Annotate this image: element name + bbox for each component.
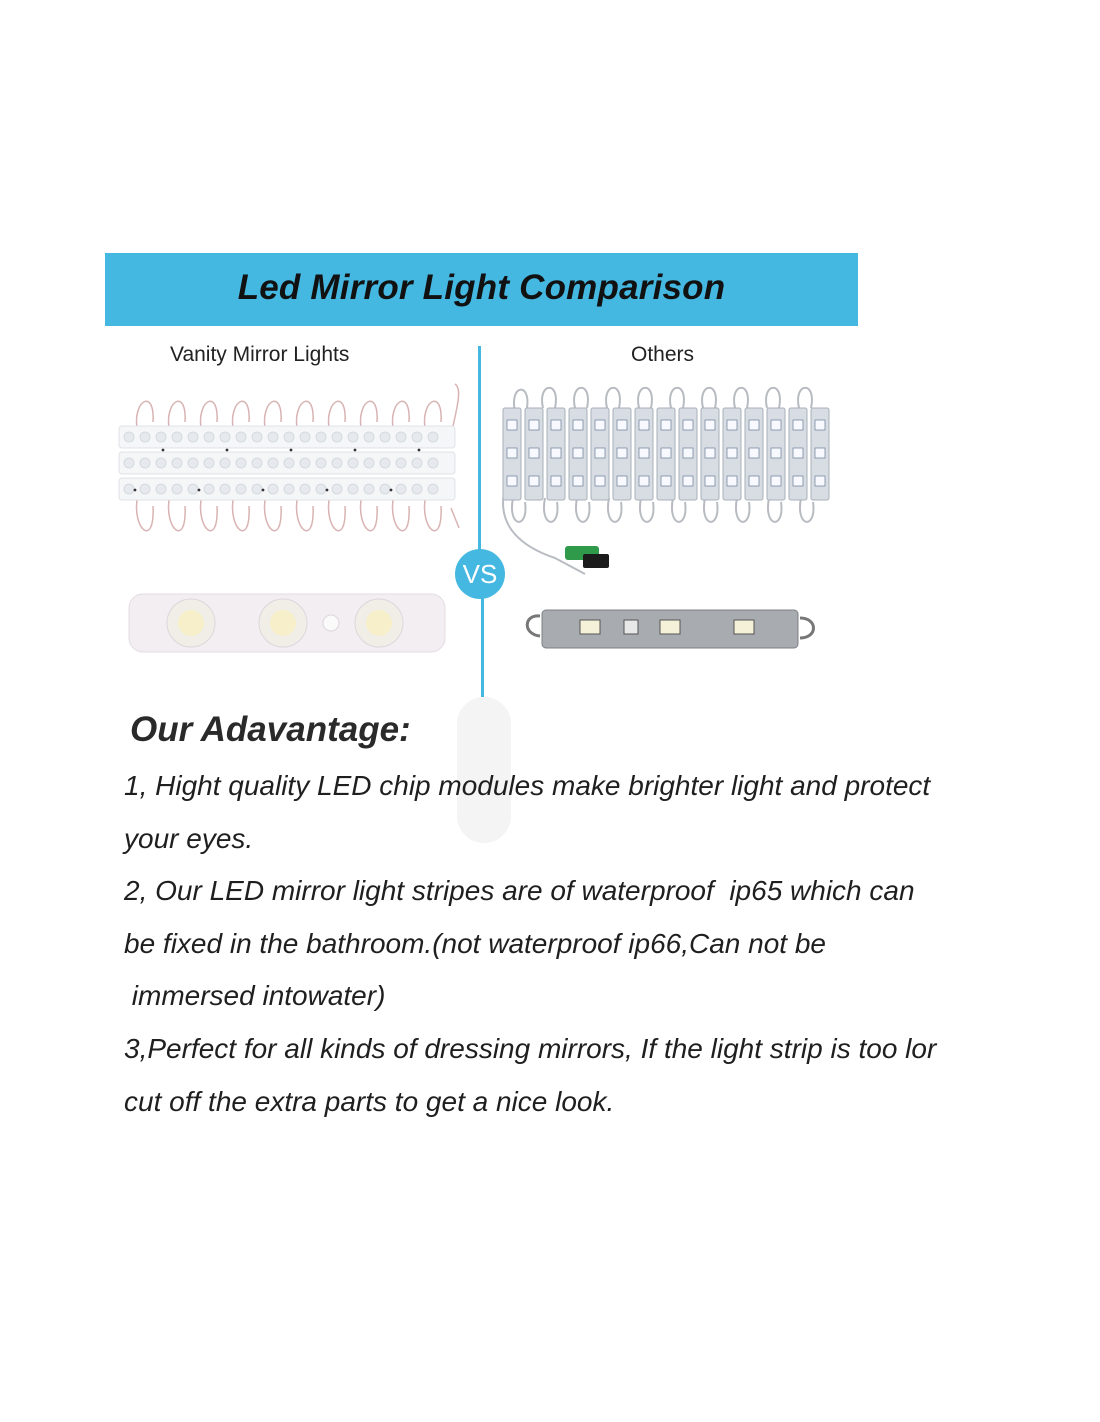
advantage-line: your eyes. (124, 822, 254, 854)
advantage-line: be fixed in the bathroom.(not waterproof ip66,Can not be (124, 927, 826, 959)
advantage-heading: Our Adavantage: (130, 710, 411, 749)
advantage-text (124, 760, 1024, 1128)
advantage-line: immersed intowater) (124, 980, 386, 1012)
other-led-strip-image (495, 378, 845, 583)
other-single-module-image (520, 604, 820, 656)
page-title: Led Mirror Light Comparison (237, 267, 726, 307)
vs-badge: VS (455, 549, 505, 599)
advantage-line: 1, Hight quality LED chip modules make brighter light and protect (124, 770, 931, 801)
others-column-label: Others (631, 343, 695, 366)
vanity-column-label: Vanity Mirror Lights (170, 343, 350, 366)
advantage-line: cut off the extra parts to get a nice look. (124, 1085, 615, 1117)
vanity-led-strip-image (115, 380, 465, 552)
vanity-single-module-image (125, 588, 450, 658)
advantage-line: 3,Perfect for all kinds of dressing mirrors, If the light strip is too lor (124, 1032, 937, 1064)
vs-divider-top (478, 346, 481, 556)
advantage-line: 2, Our LED mirror light stripes are of waterproof ip65 which can (124, 875, 915, 907)
title-banner (105, 253, 858, 326)
vs-divider-bottom (481, 597, 484, 697)
